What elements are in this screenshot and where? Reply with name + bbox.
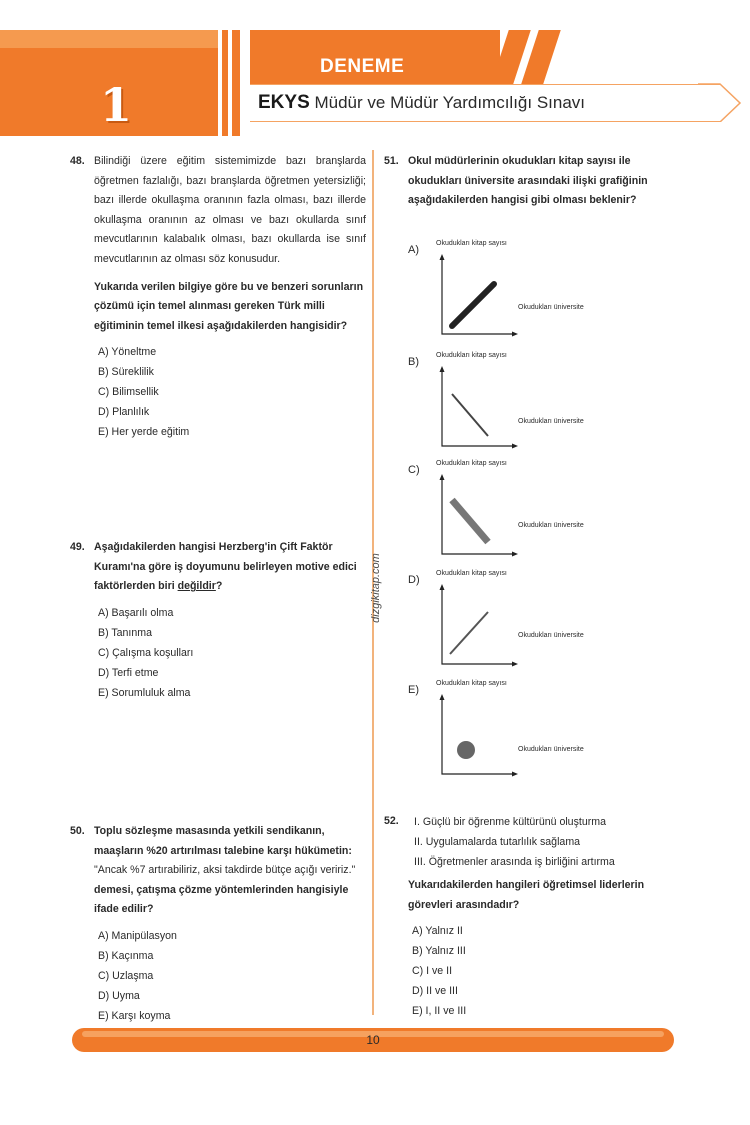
question-52 xyxy=(384,812,680,1021)
option-b[interactable]: B) Yalnız III xyxy=(412,945,466,958)
option-list xyxy=(384,921,680,1021)
question-number: 48. xyxy=(70,155,85,167)
scatter-band xyxy=(452,500,488,542)
option-a[interactable]: A) Yöneltme xyxy=(98,346,157,359)
trend-line xyxy=(452,394,488,436)
option-c[interactable]: C) Uzlaşma xyxy=(98,969,154,982)
question-stem: Okul müdürlerinin okudukları kitap sayısı ile okudukları üniversite arasındaki ilişki grafiğinin aşağıdakilerden hangisi gibi olması beklenir? xyxy=(408,155,648,207)
graph-y-axis-label: Okudukları kitap sayısı xyxy=(436,460,507,467)
stem-text: Toplu sözleşme masasında yetkili sendikanın, maaşların %20 artırılması talebine karşı hükümetin: xyxy=(94,825,352,857)
graph-plot xyxy=(438,366,518,450)
header-number-block xyxy=(0,30,218,136)
exam-code: EKYS xyxy=(258,92,310,113)
option-c[interactable]: C) I ve II xyxy=(412,965,453,978)
stem-text: demesi, çatışma çözme yöntemlerinden hangisiyle ifade edilir? xyxy=(94,883,349,916)
question-49 xyxy=(70,538,366,703)
stem-text: ? xyxy=(215,580,223,593)
option-list xyxy=(70,342,366,442)
trend-line xyxy=(450,612,488,654)
header-bar xyxy=(222,30,228,136)
option-label: A) xyxy=(408,244,419,256)
header-bar xyxy=(232,30,240,136)
question-48 xyxy=(70,152,366,442)
graph-option-e[interactable] xyxy=(408,680,588,780)
stem-text: Aşağıdakilerden hangisi Herzberg'in Çift Faktör Kuramı'na göre iş doyumunu belirleyen motive edici faktörlerden biri xyxy=(94,541,357,593)
question-stem: Yukarıdakilerden hangileri öğretimsel liderlerin görevleri arasındadır? xyxy=(408,879,645,911)
graph-y-axis-label: Okudukları kitap sayısı xyxy=(436,680,507,687)
option-c[interactable]: C) Bilimsellik xyxy=(98,386,159,399)
stem-quote: "Ancak %7 artırabiliriz, aksi takdirde bütçe açığı veririz." xyxy=(94,864,356,877)
page-footer xyxy=(72,1028,674,1052)
graph-option-c[interactable] xyxy=(408,460,588,560)
option-label: B) xyxy=(408,356,419,368)
exam-name: Müdür ve Müdür Yardımcılığı Sınavı xyxy=(314,93,586,112)
option-a[interactable]: A) Manipülasyon xyxy=(98,929,177,942)
graph-plot xyxy=(438,584,518,668)
watermark-text: dizgikitap.com xyxy=(370,553,382,623)
graph-option-d[interactable] xyxy=(408,570,588,670)
graph-y-axis-label: Okudukları kitap sayısı xyxy=(436,352,507,359)
graph-y-axis-label: Okudukları kitap sayısı xyxy=(436,240,507,247)
question-number: 49. xyxy=(70,541,85,553)
option-label: D) xyxy=(408,574,420,586)
option-d[interactable]: D) II ve III xyxy=(412,985,458,998)
question-body: Bilindiği üzere eğitim sistemimizde bazı branşlarda öğretmen fazlalığı, bazı branşlarda öğretmen yetersizliği; bazı illerde okullaşma oranının fazla olması, bazı illerde okullaşma oranının az olması ve bazı okullarda sınıf mevcutlarının kalabalık olması, bazı okullarda ise sınıf mevcutlarının az olması söz konusudur. xyxy=(94,155,366,265)
graph-option-a[interactable] xyxy=(408,240,588,340)
option-d[interactable]: D) Planlılık xyxy=(98,406,150,419)
option-b[interactable]: B) Süreklilik xyxy=(98,366,154,379)
graph-x-axis-label: Okudukları üniversite xyxy=(518,632,584,639)
graph-option-b[interactable] xyxy=(408,352,588,452)
option-list xyxy=(70,603,366,703)
graph-plot xyxy=(438,254,518,338)
question-number: 50. xyxy=(70,825,85,837)
statement-item: II. Uygulamalarda tutarlılık sağlama xyxy=(414,836,581,848)
option-b[interactable]: B) Kaçınma xyxy=(98,949,154,962)
option-list xyxy=(70,926,366,1026)
question-number: 51. xyxy=(384,155,399,167)
option-e[interactable]: E) I, II ve III xyxy=(412,1005,467,1018)
graph-x-axis-label: Okudukları üniversite xyxy=(518,304,584,311)
header-arrow-icon xyxy=(698,58,742,122)
question-50 xyxy=(70,822,366,1026)
option-b[interactable]: B) Tanınma xyxy=(98,626,152,639)
header-title: DENEME xyxy=(320,56,405,77)
graph-plot xyxy=(438,694,518,778)
option-label: C) xyxy=(408,464,420,476)
graph-x-axis-label: Okudukları üniversite xyxy=(518,418,584,425)
statement-item: III. Öğretmenler arasında iş birliğini artırma xyxy=(414,856,615,868)
graph-plot xyxy=(438,474,518,558)
option-e[interactable]: E) Sorumluluk alma xyxy=(98,686,191,699)
question-stem xyxy=(70,822,366,920)
option-a[interactable]: A) Yalnız II xyxy=(412,925,463,938)
graph-y-axis-label: Okudukları kitap sayısı xyxy=(436,570,507,577)
scatter-cluster xyxy=(457,741,475,759)
statement-list xyxy=(384,812,680,872)
stem-emphasis: değildir xyxy=(177,580,216,593)
option-e[interactable]: E) Her yerde eğitim xyxy=(98,426,190,439)
option-e[interactable]: E) Karşı koyma xyxy=(98,1009,171,1022)
question-number: 52. xyxy=(384,815,399,827)
header-subtitle xyxy=(258,92,585,114)
header-title-band xyxy=(250,30,500,84)
page-number: 10 xyxy=(366,1033,380,1047)
question-51 xyxy=(384,152,680,211)
header-stripe xyxy=(0,30,218,48)
option-d[interactable]: D) Terfi etme xyxy=(98,666,159,679)
option-d[interactable]: D) Uyma xyxy=(98,989,140,1002)
test-number: 1 xyxy=(100,78,133,132)
statement-item: I. Güçlü bir öğrenme kültürünü oluşturma xyxy=(414,816,606,828)
option-a[interactable]: A) Başarılı olma xyxy=(98,606,174,619)
option-c[interactable]: C) Çalışma koşulları xyxy=(98,646,194,659)
option-label: E) xyxy=(408,684,419,696)
graph-x-axis-label: Okudukları üniversite xyxy=(518,522,584,529)
scatter-band xyxy=(452,284,494,326)
question-stem: Yukarıda verilen bilgiye göre bu ve benzeri sorunların çözümü için temel alınması gereken Türk milli eğitiminin temel ilkesi aşağıdakilerden hangisidir? xyxy=(94,280,364,332)
graph-x-axis-label: Okudukları üniversite xyxy=(518,746,584,753)
question-stem xyxy=(70,538,366,597)
